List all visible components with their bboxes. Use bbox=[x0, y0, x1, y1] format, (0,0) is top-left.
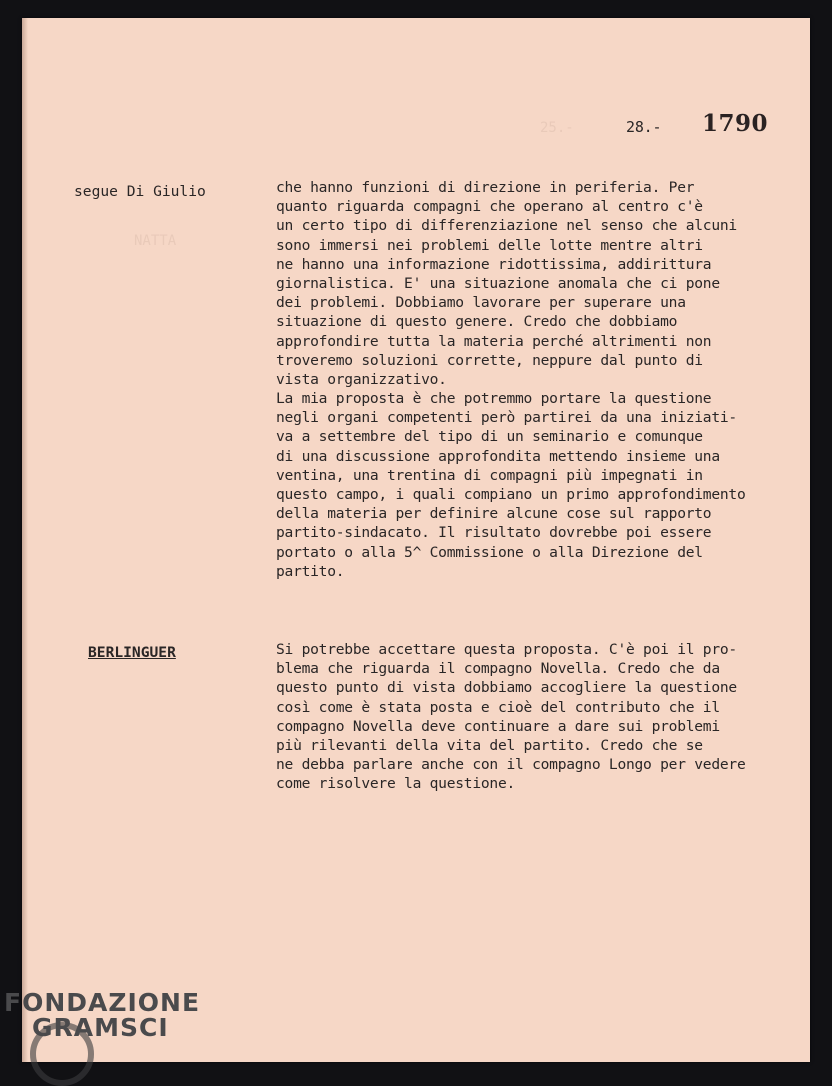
watermark bbox=[4, 988, 200, 1042]
speaker-label: BERLINGUER bbox=[88, 644, 176, 661]
document-page bbox=[22, 18, 810, 1062]
text-line: di una discussione approfondita mettendo insieme una bbox=[276, 447, 720, 465]
text-line: così come è stata posta e cioè del contributo che il bbox=[276, 698, 720, 716]
text-line: della materia per definire alcune cose sul rapporto bbox=[276, 505, 712, 523]
text-line: troveremo soluzioni corrette, neppure dal punto di bbox=[276, 351, 703, 369]
text-line: La mia proposta è che potremmo portare la questione bbox=[276, 390, 712, 408]
text-line: blema che riguarda il compagno Novella. Credo che da bbox=[276, 660, 720, 678]
watermark-line1: FONDAZIONE bbox=[4, 988, 201, 1017]
bleed-through: NATTA bbox=[134, 233, 177, 249]
text-line: come risolvere la questione. bbox=[276, 775, 516, 793]
text-line: quanto riguarda compagni che operano al centro c'è bbox=[276, 198, 703, 216]
text-line: vista organizzativo. bbox=[276, 370, 447, 388]
text-line: Si potrebbe accettare questa proposta. C'è poi il pro- bbox=[276, 641, 737, 658]
speech-text bbox=[276, 640, 746, 794]
text-line: ne hanno una informazione ridottissima, addirittura bbox=[276, 255, 712, 273]
bleed-through: 25.- bbox=[540, 120, 574, 136]
text-line: va a settembre del tipo di un seminario e comunque bbox=[276, 428, 703, 446]
text-line: negli organi competenti però partirei da una iniziati- bbox=[276, 409, 737, 427]
text-line: partito. bbox=[276, 562, 345, 580]
page-number: 28.- bbox=[626, 118, 662, 136]
text-line: questo punto di vista dobbiamo accogliere la questione bbox=[276, 679, 737, 697]
text-line: un certo tipo di differenziazione nel senso che alcuni bbox=[276, 217, 737, 235]
text-line: situazione di questo genere. Credo che dobbiamo bbox=[276, 313, 678, 331]
archive-stamp-number: 1790 bbox=[702, 110, 769, 137]
text-line: portato o alla 5^ Commissione o alla Direzione del bbox=[276, 543, 703, 561]
speech-text bbox=[276, 178, 746, 581]
text-line: compagno Novella deve continuare a dare sui problemi bbox=[276, 717, 720, 735]
text-line: approfondire tutta la materia perché altrimenti non bbox=[276, 332, 712, 350]
page-edge bbox=[22, 18, 28, 1062]
speaker-label: segue Di Giulio bbox=[74, 183, 206, 200]
text-line: giornalistica. E' una situazione anomala che ci pone bbox=[276, 274, 720, 292]
text-line: che hanno funzioni di direzione in periferia. Per bbox=[276, 179, 695, 196]
text-line: più rilevanti della vita del partito. Credo che se bbox=[276, 736, 703, 754]
text-line: partito-sindacato. Il risultato dovrebbe poi essere bbox=[276, 524, 712, 542]
text-line: questo campo, i quali compiano un primo approfondimento bbox=[276, 486, 746, 503]
text-line: dei problemi. Dobbiamo lavorare per superare una bbox=[276, 294, 686, 312]
text-line: ne debba parlare anche con il compagno Longo per vedere bbox=[276, 756, 746, 774]
watermark-line2: GRAMSCI bbox=[32, 1013, 169, 1042]
text-line: ventina, una trentina di compagni più impegnati in bbox=[276, 466, 703, 484]
text-line: sono immersi nei problemi delle lotte mentre altri bbox=[276, 236, 703, 254]
